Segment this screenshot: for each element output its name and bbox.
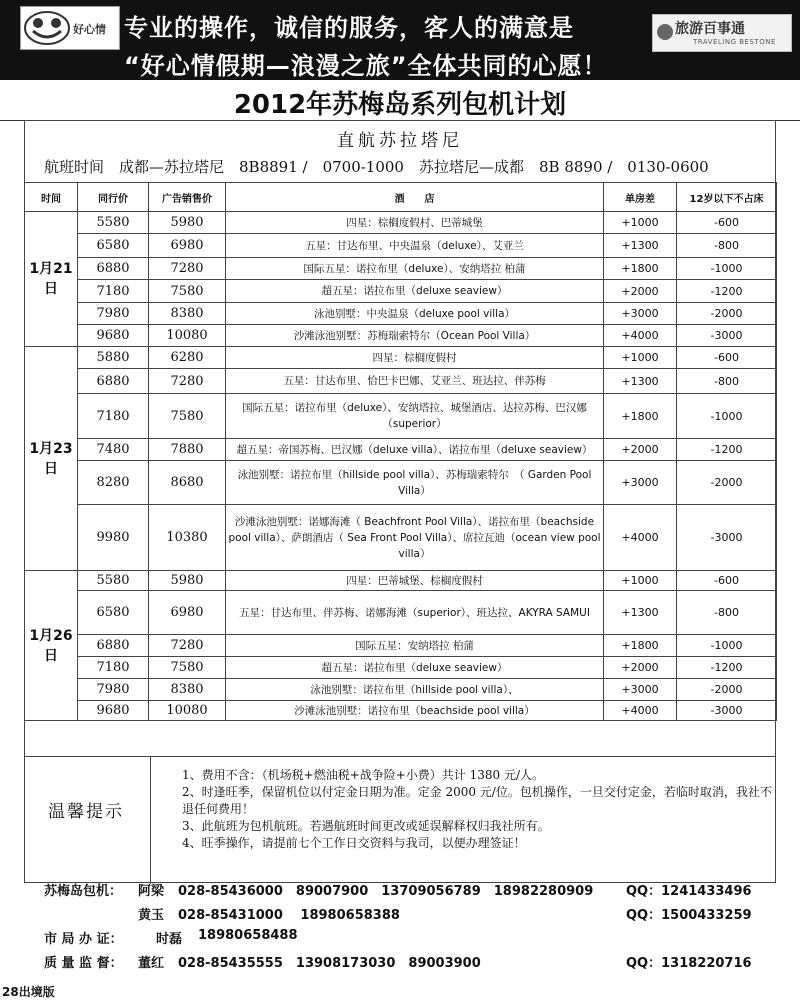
child-price-cell: -1200	[677, 439, 777, 461]
col-time: 时间	[25, 183, 78, 212]
child-price-cell: -600	[677, 571, 777, 591]
ad-price-cell: 7280	[149, 258, 226, 280]
ad-price-cell: 7580	[149, 280, 226, 303]
contact-phones: 028-85436000 89007900 13709056789 18982280909	[178, 884, 594, 899]
table-row	[25, 439, 777, 461]
page-title: 2012年苏梅岛系列包机计划	[233, 90, 567, 120]
col-ad-price: 广告销售价	[149, 183, 226, 212]
table-row	[25, 303, 777, 325]
date-cell: 1月26日	[25, 571, 78, 721]
globe-icon	[657, 24, 673, 40]
peer-price-cell: 9680	[78, 325, 149, 347]
peer-price-cell: 6580	[78, 591, 149, 635]
peer-price-cell: 6880	[78, 258, 149, 280]
contact-name: 董红	[138, 956, 165, 971]
peer-price-cell: 6880	[78, 635, 149, 657]
ad-price-cell: 7580	[149, 657, 226, 679]
peer-price-cell: 6880	[78, 369, 149, 394]
ad-price-cell: 7280	[149, 635, 226, 657]
logo-right	[652, 14, 792, 52]
single-diff-cell: +3000	[604, 679, 677, 701]
peer-price-cell: 5580	[78, 212, 149, 234]
peer-price-cell: 5580	[78, 571, 149, 591]
contact-name: 阿梁	[138, 884, 165, 899]
table-row	[25, 369, 777, 394]
slogan-line-2: “好心情假期—浪漫之旅”全体共同的心愿！	[124, 52, 608, 80]
flight-info: 航班时间 成都—苏拉塔尼 8B8891 / 0700-1000 苏拉塔尼—成都 8B 8890 / 0130-0600	[44, 158, 709, 176]
ad-price-cell: 10380	[149, 505, 226, 571]
peer-price-cell: 7980	[78, 303, 149, 325]
peer-price-cell: 5880	[78, 347, 149, 369]
hotel-cell: 四星：棕榈度假村、巴蒂城堡	[226, 212, 604, 234]
hotel-cell: 国际五星：安纳塔拉 柏蒲	[226, 635, 604, 657]
ad-price-cell: 10080	[149, 701, 226, 721]
tip-item: 4、旺季操作，请提前七个工作日交资料与我司，以便办理签证！	[182, 836, 526, 850]
peer-price-cell: 7180	[78, 657, 149, 679]
table-row	[25, 394, 777, 439]
col-peer-price: 同行价	[78, 183, 149, 212]
hotel-cell: 国际五星：诺拉布里（deluxe）、安纳塔拉、城堡酒店、达拉苏梅、巴汉娜（superior）	[226, 394, 604, 439]
tips-label: 温馨提示	[48, 802, 124, 822]
col-hotel: 酒 店	[226, 183, 604, 212]
route-title: 直航苏拉塔尼	[337, 131, 463, 151]
peer-price-cell: 8280	[78, 461, 149, 505]
single-diff-cell: +1300	[604, 591, 677, 635]
hotel-cell: 超五星：帝国苏梅、巴汉娜（deluxe villa）、诺拉布里（deluxe seaview）	[226, 439, 604, 461]
hotel-cell: 泳池别墅：中央温泉（deluxe pool villa）	[226, 303, 604, 325]
table-row	[25, 505, 777, 571]
hotel-cell: 沙滩泳池别墅：苏梅瑞索特尔（Ocean Pool Villa）	[226, 325, 604, 347]
table-row	[25, 280, 777, 303]
child-price-cell: -600	[677, 347, 777, 369]
logo-left-text: 好心情	[73, 23, 106, 36]
contact-phones: 028-85431000 18980658388	[178, 908, 400, 923]
ad-price-cell: 7280	[149, 369, 226, 394]
single-diff-cell: +3000	[604, 303, 677, 325]
slogan-line-1: 专业的操作，诚信的服务，客人的满意是	[124, 14, 574, 42]
header-banner	[0, 0, 800, 80]
child-price-cell: -2000	[677, 461, 777, 505]
contact-qq: QQ：1318220716	[626, 956, 752, 971]
ad-price-cell: 8380	[149, 679, 226, 701]
hotel-cell: 超五星：诺拉布里（deluxe seaview）	[226, 280, 604, 303]
ad-price-cell: 10080	[149, 325, 226, 347]
contact-label-visa: 市 局 办 证：	[44, 932, 123, 947]
hotel-cell: 泳池别墅：诺拉布里（hillside pool villa）、苏梅瑞索特尔 （ Garden Pool Villa）	[226, 461, 604, 505]
hotel-cell: 五星：甘达布里、中央温泉（deluxe）、艾亚兰	[226, 234, 604, 258]
tip-item: 2、时逢旺季，保留机位以付定金日期为准。定金 2000 元/位。包机操作，一旦交付定金，若临时取消，我社不退任何费用！	[182, 785, 772, 816]
table-row	[25, 571, 777, 591]
single-diff-cell: +1000	[604, 347, 677, 369]
price-table	[24, 182, 777, 721]
peer-price-cell: 7480	[78, 439, 149, 461]
table-row	[25, 258, 777, 280]
hotel-cell: 超五星：诺拉布里（deluxe seaview）	[226, 657, 604, 679]
contact-qq: QQ：1241433496	[626, 884, 752, 899]
hotel-cell: 四星：巴蒂城堡、棕榈度假村	[226, 571, 604, 591]
col-single-diff: 单房差	[604, 183, 677, 212]
hotel-cell: 泳池别墅：诺拉布里（hillside pool villa）、	[226, 679, 604, 701]
hotel-cell: 四星：棕榈度假村	[226, 347, 604, 369]
ad-price-cell: 6280	[149, 347, 226, 369]
child-price-cell: -1200	[677, 657, 777, 679]
hotel-cell: 国际五星：诺拉布里（deluxe）、安纳塔拉 柏蒲	[226, 258, 604, 280]
single-diff-cell: +1800	[604, 394, 677, 439]
date-cell: 1月21日	[25, 212, 78, 347]
table-row	[25, 657, 777, 679]
child-price-cell: -800	[677, 369, 777, 394]
ad-price-cell: 7880	[149, 439, 226, 461]
peer-price-cell: 9680	[78, 701, 149, 721]
contact-name: 黄玉	[138, 908, 165, 923]
date-cell: 1月23日	[25, 347, 78, 571]
single-diff-cell: +4000	[604, 701, 677, 721]
logo-left	[20, 6, 120, 50]
single-diff-cell: +1300	[604, 369, 677, 394]
single-diff-cell: +2000	[604, 657, 677, 679]
table-row	[25, 234, 777, 258]
child-price-cell: -2000	[677, 679, 777, 701]
hotel-cell: 五星：甘达布里、伴苏梅、诺娜海滩（superior）、班达拉、AKYRA SAMUI	[226, 591, 604, 635]
ad-price-cell: 5980	[149, 571, 226, 591]
single-diff-cell: +1800	[604, 258, 677, 280]
single-diff-cell: +3000	[604, 461, 677, 505]
ad-price-cell: 6980	[149, 234, 226, 258]
table-row	[25, 591, 777, 635]
single-diff-cell: +1000	[604, 212, 677, 234]
footer-page-label: 28出境版	[2, 985, 55, 999]
single-diff-cell: +2000	[604, 439, 677, 461]
single-diff-cell: +1800	[604, 635, 677, 657]
hotel-cell: 五星：甘达布里、恰巴卡巴娜、艾亚兰、班达拉、伴苏梅	[226, 369, 604, 394]
table-row	[25, 212, 777, 234]
child-price-cell: -600	[677, 212, 777, 234]
contact-phones: 028-85435555 13908173030 89003900	[178, 956, 481, 971]
peer-price-cell: 9980	[78, 505, 149, 571]
tips-list	[182, 767, 772, 852]
tips-divider	[150, 757, 151, 884]
child-price-cell: -1000	[677, 635, 777, 657]
ad-price-cell: 8380	[149, 303, 226, 325]
tip-item: 3、此航班为包机航班。若遇航班时间更改或延误解释权归我社所有。	[182, 819, 550, 833]
single-diff-cell: +2000	[604, 280, 677, 303]
logo-right-text: 旅游百事通	[675, 21, 745, 37]
child-price-cell: -1200	[677, 280, 777, 303]
table-row	[25, 325, 777, 347]
table-row	[25, 347, 777, 369]
peer-price-cell: 7180	[78, 280, 149, 303]
table-row	[25, 701, 777, 721]
table-row	[25, 635, 777, 657]
table-header-row	[25, 183, 777, 212]
child-price-cell: -3000	[677, 701, 777, 721]
hotel-cell: 沙滩泳池别墅：诺拉布里（beachside pool villa）	[226, 701, 604, 721]
child-price-cell: -3000	[677, 325, 777, 347]
child-price-cell: -800	[677, 234, 777, 258]
contact-phones: 18980658488	[198, 928, 298, 943]
smiley-logo-icon	[23, 9, 71, 47]
peer-price-cell: 6580	[78, 234, 149, 258]
single-diff-cell: +4000	[604, 505, 677, 571]
single-diff-cell: +4000	[604, 325, 677, 347]
ad-price-cell: 8680	[149, 461, 226, 505]
contact-qq: QQ：1500433259	[626, 908, 752, 923]
child-price-cell: -1000	[677, 258, 777, 280]
ad-price-cell: 7580	[149, 394, 226, 439]
single-diff-cell: +1000	[604, 571, 677, 591]
table-row	[25, 461, 777, 505]
child-price-cell: -3000	[677, 505, 777, 571]
child-price-cell: -1000	[677, 394, 777, 439]
child-price-cell: -2000	[677, 303, 777, 325]
contact-label-charter: 苏梅岛包机：	[44, 884, 123, 899]
tip-item: 1、费用不含：（机场税+燃油税+战争险+小费）共计 1380 元/人。	[182, 768, 545, 782]
peer-price-cell: 7180	[78, 394, 149, 439]
title-bar	[0, 80, 800, 121]
contact-label-quality: 质 量 监 督：	[44, 956, 123, 971]
hotel-cell: 沙滩泳池别墅：诺娜海滩（ Beachfront Pool Villa）、诺拉布里（beachside pool villa）、萨朗酒店（ Sea Front Pool Villa）、席拉瓦迪（ocean view pool villa）	[226, 505, 604, 571]
ad-price-cell: 5980	[149, 212, 226, 234]
peer-price-cell: 7980	[78, 679, 149, 701]
col-child: 12岁以下不占床	[677, 183, 777, 212]
child-price-cell: -800	[677, 591, 777, 635]
tips-section	[24, 756, 776, 884]
ad-price-cell: 6980	[149, 591, 226, 635]
logo-right-subtext: TRAVELING BESTONE	[693, 38, 776, 46]
single-diff-cell: +1300	[604, 234, 677, 258]
contact-name: 时磊	[156, 932, 183, 947]
table-row	[25, 679, 777, 701]
